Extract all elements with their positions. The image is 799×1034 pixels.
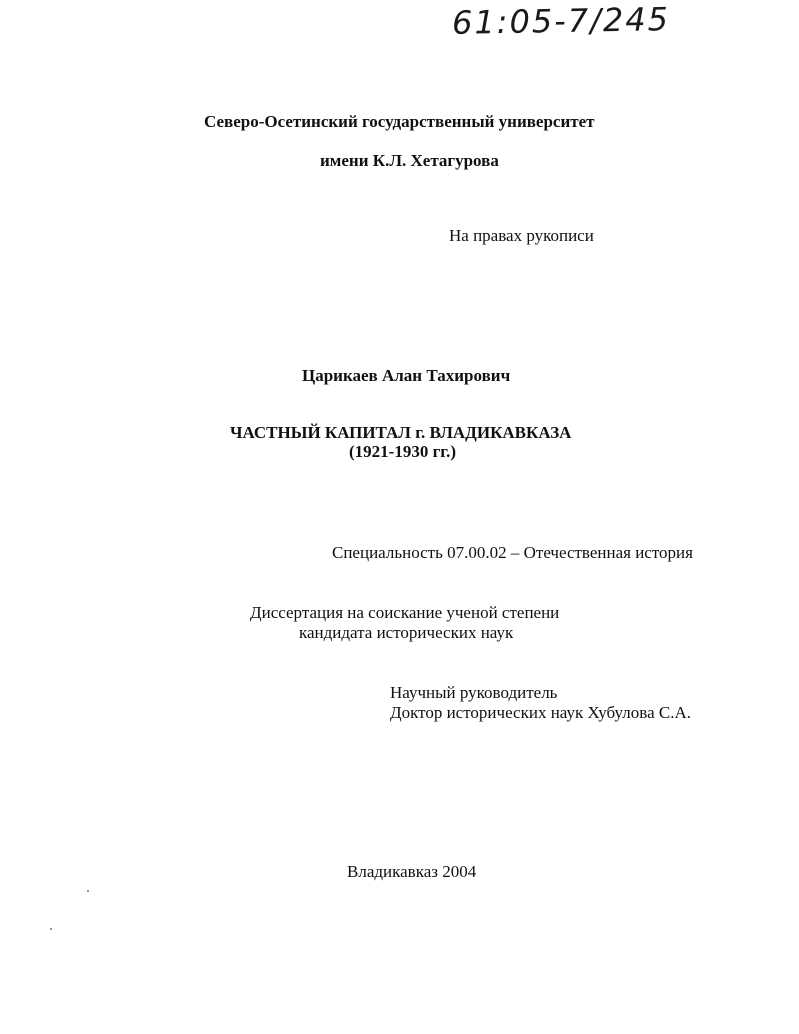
supervisor-label: Научный руководитель bbox=[390, 683, 558, 702]
specialty-line: Специальность 07.00.02 – Отечественная история bbox=[332, 543, 693, 562]
handwritten-stamp: 61:05-7/245 bbox=[451, 0, 671, 42]
author-name: Царикаев Алан Тахирович bbox=[302, 366, 511, 385]
supervisor-name: Доктор исторических наук Хубулова С.А. bbox=[390, 703, 692, 722]
dissertation-title-line1: ЧАСТНЫЙ КАПИТАЛ г. ВЛАДИКАВКАЗА bbox=[230, 423, 572, 442]
scan-speck bbox=[87, 890, 89, 892]
city-year: Владикавказ 2004 bbox=[347, 862, 477, 881]
dissertation-purpose-line2: кандидата исторических наук bbox=[299, 623, 514, 642]
manuscript-rights-note: На правах рукописи bbox=[449, 226, 594, 245]
dissertation-title-line2: (1921-1930 гг.) bbox=[349, 442, 457, 461]
university-name-line2: имени К.Л. Хетагурова bbox=[320, 151, 499, 170]
dissertation-purpose-line1: Диссертация на соискание ученой степени bbox=[250, 603, 560, 622]
scan-speck bbox=[50, 928, 52, 930]
university-name-line1: Северо-Осетинский государственный университет bbox=[204, 112, 595, 131]
